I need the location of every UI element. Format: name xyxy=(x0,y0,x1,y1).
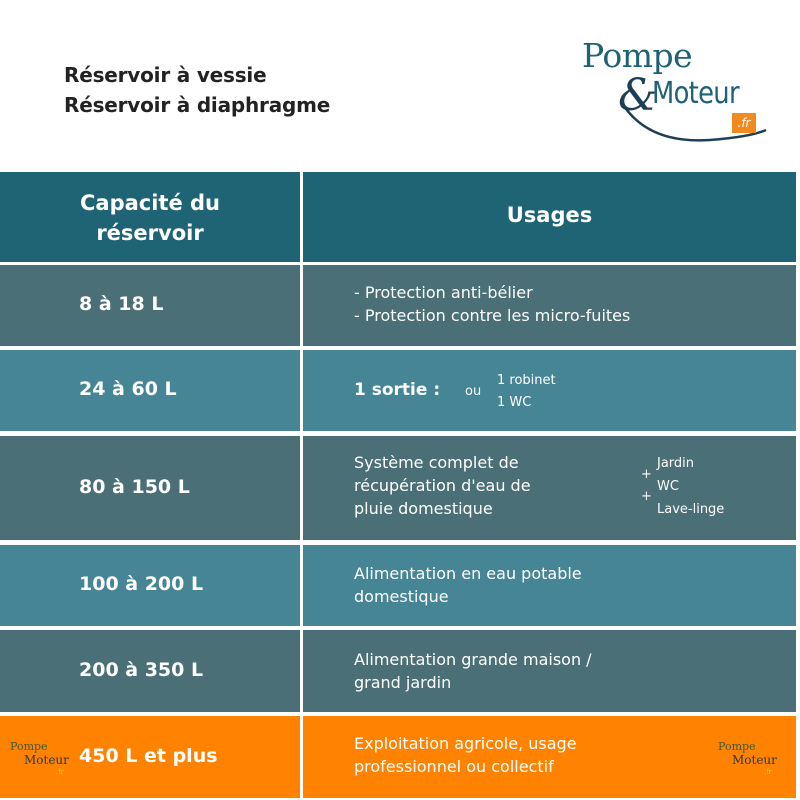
usage-extra-washing-machine: Lave-linge xyxy=(657,502,725,517)
logo-tld-badge: .fr xyxy=(732,113,756,133)
capacity-cell xyxy=(0,630,300,712)
capacity-value: 24 à 60 L xyxy=(79,378,177,400)
usage-line: grand jardin xyxy=(354,673,452,692)
usage-extra-garden: Jardin xyxy=(657,456,695,471)
usages-cell xyxy=(303,630,796,712)
capacity-cell xyxy=(0,436,300,540)
usage-line: - Protection contre les micro-fuites xyxy=(354,306,631,325)
document-title xyxy=(64,60,330,120)
usage-line: Exploitation agricole, usage xyxy=(354,734,577,753)
usage-line: Alimentation grande maison / xyxy=(354,650,592,669)
usage-or-label: ou xyxy=(465,384,482,399)
capacity-value: 200 à 350 L xyxy=(79,659,204,681)
capacity-cell xyxy=(0,350,300,431)
capacity-value: 80 à 150 L xyxy=(79,476,190,498)
usage-option-tap: 1 robinet xyxy=(497,373,556,388)
table-row-highlight xyxy=(0,716,796,798)
logo-text-pompe: Pompe xyxy=(582,36,693,75)
mini-logo-moteur: Moteur xyxy=(24,753,69,767)
header-usages: Usages xyxy=(506,203,593,227)
usages-cell xyxy=(303,350,796,431)
usage-outlet-label: 1 sortie : xyxy=(354,380,441,400)
brand-logo xyxy=(580,36,780,146)
header-capacity-line1: Capacité du xyxy=(79,191,220,215)
usage-option-wc: 1 WC xyxy=(497,395,532,410)
capacity-value: 100 à 200 L xyxy=(79,573,204,595)
capacity-cell xyxy=(0,265,300,346)
usage-line: domestique xyxy=(354,587,449,606)
mini-brand-logo xyxy=(718,740,788,786)
mini-brand-logo xyxy=(10,740,80,786)
mini-logo-pompe: Pompe xyxy=(10,740,48,753)
table-row xyxy=(0,436,796,540)
header-cell-usages xyxy=(303,172,796,262)
usages-cell xyxy=(303,716,796,798)
capacity-cell xyxy=(0,716,300,798)
mini-logo-pompe: Pompe xyxy=(718,740,756,753)
usages-cell xyxy=(303,436,796,540)
usage-line: Système complet de xyxy=(354,453,519,472)
usage-extra-wc: WC xyxy=(657,479,679,494)
header-capacity-line2: réservoir xyxy=(96,221,204,245)
usage-line: - Protection anti-bélier xyxy=(354,283,533,302)
header-cell-capacity xyxy=(0,172,300,262)
table-row xyxy=(0,545,796,626)
logo-text-moteur: Moteur xyxy=(652,76,739,111)
usage-line: récupération d'eau de xyxy=(354,476,531,495)
title-line-diaphragm-tank: Réservoir à diaphragme xyxy=(64,93,331,117)
usages-cell xyxy=(303,265,796,346)
usage-line: Alimentation en eau potable xyxy=(354,564,582,583)
plus-icon: + xyxy=(641,467,652,482)
usage-line: professionnel ou collectif xyxy=(354,757,554,776)
table-row xyxy=(0,265,796,346)
mini-logo-tld: .fr xyxy=(764,768,772,776)
table-row xyxy=(0,630,796,712)
mini-logo-moteur: Moteur xyxy=(732,753,777,767)
usage-line: pluie domestique xyxy=(354,499,493,518)
usages-cell xyxy=(303,545,796,626)
table-row xyxy=(0,350,796,431)
table-header-row xyxy=(0,172,796,262)
logo-ampersand: & xyxy=(618,70,658,121)
mini-logo-tld: .fr xyxy=(56,768,64,776)
capacity-value: 450 L et plus xyxy=(79,745,218,767)
capacity-cell xyxy=(0,545,300,626)
plus-icon: + xyxy=(641,489,652,504)
title-line-bladder-tank: Réservoir à vessie xyxy=(64,63,267,87)
capacity-value: 8 à 18 L xyxy=(79,293,164,315)
